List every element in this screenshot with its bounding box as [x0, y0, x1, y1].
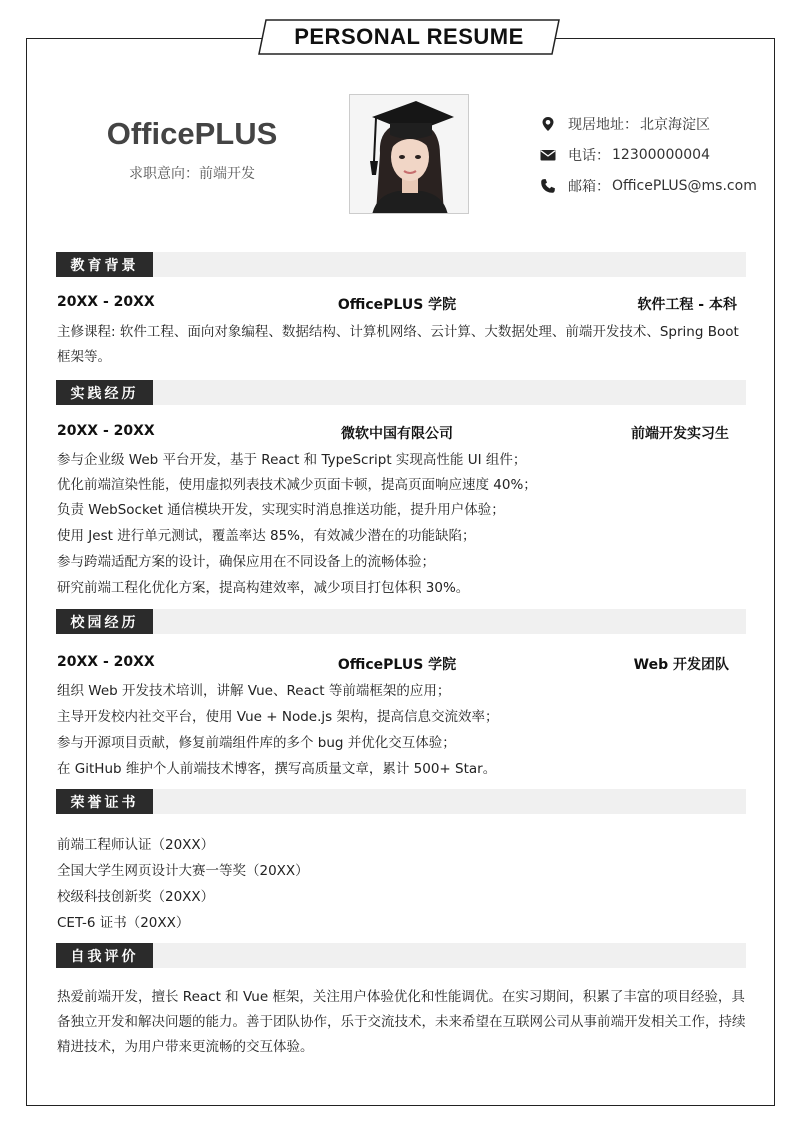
honor-item: CET-6 证书（20XX） [57, 915, 190, 931]
resume-title-banner [258, 19, 560, 55]
practice-company: 微软中国有限公司 [341, 426, 453, 442]
envelope-icon [540, 147, 556, 163]
education-row [57, 294, 737, 314]
education-period: 20XX - 20XX [57, 294, 155, 310]
education-courses-line: 框架等。 [57, 349, 111, 365]
practice-item: 优化前端渲染性能，使用虚拟列表技术减少页面卡顿，提高页面响应速度 40%； [57, 477, 537, 493]
practice-item: 研究前端工程化优化方案，提高构建效率，减少项目打包体积 30%。 [57, 580, 470, 596]
campus-row [57, 654, 737, 674]
practice-row [57, 423, 737, 443]
section-heading: 荣誉证书 [56, 789, 153, 814]
section-campus [56, 609, 746, 634]
practice-item: 负责 WebSocket 通信模块开发，实现实时消息推送功能，提升用户体验； [57, 502, 505, 518]
campus-period: 20XX - 20XX [57, 654, 155, 670]
contact-email [540, 175, 757, 197]
email-label: 邮箱： [568, 179, 610, 195]
section-practice [56, 380, 746, 405]
campus-item: 组织 Web 开发技术培训，讲解 Vue、React 等前端框架的应用； [57, 683, 451, 699]
graduate-portrait [350, 95, 469, 214]
section-heading: 实践经历 [56, 380, 153, 405]
section-education [56, 252, 746, 277]
phone-value: 12300000004 [612, 147, 710, 163]
campus-item: 主导开发校内社交平台，使用 Vue + Node.js 架构，提高信息交流效率； [57, 709, 499, 725]
self-evaluation-text: 热爱前端开发，擅长 React 和 Vue 框架，关注用户体验优化和性能调优。在实习期间，积累了丰富的项目经验，具备独立开发和解决问题的能力。善于团队协作，乐于交流技术，未来希望在互联网公司从事前端开发相关工作，持续精进技术，为用户带来更流畅的交互体验。 [57, 989, 746, 1055]
job-intent: 求职意向：前端开发 [129, 166, 255, 182]
section-heading: 自我评价 [56, 943, 153, 968]
location-pin-icon [540, 116, 556, 132]
phone-label: 电话： [568, 148, 610, 164]
contact-address [540, 113, 710, 135]
practice-period: 20XX - 20XX [57, 423, 155, 439]
campus-team: Web 开发团队 [633, 657, 729, 673]
section-self-evaluation [56, 943, 746, 968]
address-label: 现居地址： [568, 117, 638, 133]
practice-item: 使用 Jest 进行单元测试，覆盖率达 85%，有效减少潜在的功能缺陷； [57, 528, 476, 544]
education-school: OfficePLUS 学院 [337, 297, 457, 313]
email-value: OfficePLUS@ms.com [612, 178, 757, 194]
practice-item: 参与企业级 Web 平台开发，基于 React 和 TypeScript 实现高性能 UI 组件； [57, 452, 527, 468]
candidate-name: OfficePLUS [106, 116, 278, 151]
honor-item: 校级科技创新奖（20XX） [57, 889, 215, 905]
section-heading: 教育背景 [56, 252, 153, 277]
section-heading: 校园经历 [56, 609, 153, 634]
honor-item: 前端工程师认证（20XX） [57, 837, 215, 853]
section-honors [56, 789, 746, 814]
education-degree: 软件工程 - 本科 [637, 297, 737, 313]
honor-item: 全国大学生网页设计大赛一等奖（20XX） [57, 863, 309, 879]
phone-handset-icon [540, 178, 556, 194]
education-courses-line: 主修课程: 软件工程、面向对象编程、数据结构、计算机网络、云计算、大数据处理、前端开发技术、Spring Boot [57, 324, 739, 340]
practice-item: 参与跨端适配方案的设计，确保应用在不同设备上的流畅体验； [57, 554, 435, 570]
practice-role: 前端开发实习生 [631, 426, 729, 442]
campus-item: 参与开源项目贡献，修复前端组件库的多个 bug 并优化交互体验； [57, 735, 456, 751]
address-value: 北京海淀区 [640, 117, 710, 133]
contact-phone [540, 144, 710, 166]
campus-org: OfficePLUS 学院 [337, 657, 457, 673]
resume-title: PERSONAL RESUME [294, 24, 524, 49]
profile-photo [349, 94, 469, 214]
campus-item: 在 GitHub 维护个人前端技术博客，撰写高质量文章，累计 500+ Star。 [57, 761, 497, 777]
